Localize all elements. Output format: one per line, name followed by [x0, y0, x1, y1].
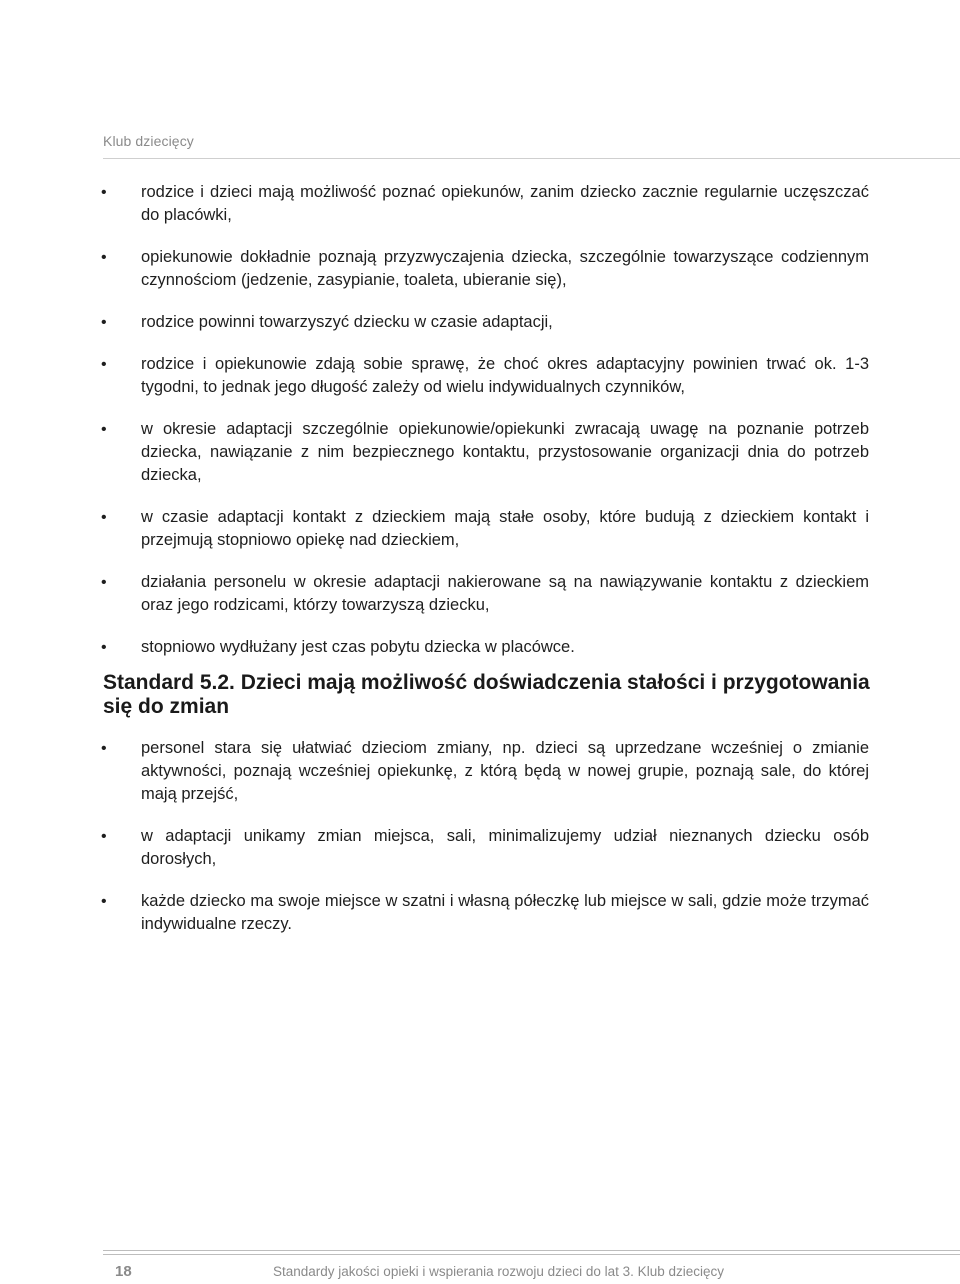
- list-item-text: w czasie adaptacji kontakt z dzieckiem mają stałe osoby, które budują z dzieckiem kontakt i przejmują stopniowo opiekę nad dzieckiem,: [141, 508, 869, 549]
- list-item-text: w okresie adaptacji szczególnie opiekunowie/opiekunki zwracają uwagę na poznanie potrzeb dziecka, nawiązanie z nim bezpiecznego kontaktu, przystosowanie organizacji dnia do potrzeb dziecka,: [141, 420, 869, 484]
- list-item-text: opiekunowie dokładnie poznają przyzwyczajenia dziecka, szczególnie towarzyszące codziennym czynnościom (jedzenie, zasypianie, toaleta, ubieranie się),: [141, 248, 869, 289]
- list-item-text: rodzice i dzieci mają możliwość poznać opiekunów, zanim dziecko zacznie regularnie uczęszczać do placówki,: [141, 183, 869, 224]
- list-item: [0, 353, 960, 399]
- section-heading: Standard 5.2. Dzieci mają możliwość doświadczenia stałości i przygotowania się do zmian: [103, 671, 870, 718]
- list-item: [0, 246, 960, 292]
- list-item: [0, 506, 960, 552]
- list-item-text: rodzice i opiekunowie zdają sobie sprawę, że choć okres adaptacyjny powinien trwać ok. 1-3 tygodni, to jednak jego długość zależy od wielu indywidualnych czynników,: [141, 355, 869, 396]
- bullet-icon: •: [101, 314, 107, 331]
- bullet-icon: •: [101, 356, 107, 373]
- bullet-icon: •: [101, 828, 107, 845]
- list-item-text: działania personelu w okresie adaptacji nakierowane są na nawiązywanie kontaktu z dzieckiem oraz jego rodzicami, którzy towarzyszą dziecku,: [141, 573, 869, 614]
- bullet-icon: •: [101, 421, 107, 438]
- list-item: [0, 737, 960, 806]
- footer-divider: [103, 1254, 960, 1255]
- list-item: [0, 181, 960, 227]
- list-item-text: stopniowo wydłużany jest czas pobytu dziecka w placówce.: [141, 638, 575, 656]
- bullet-icon: •: [101, 249, 107, 266]
- bullet-icon: •: [101, 184, 107, 201]
- standard-list: [0, 737, 960, 955]
- footer-divider: [103, 1250, 960, 1251]
- bullet-icon: •: [101, 893, 107, 910]
- list-item-text: rodzice powinni towarzyszyć dziecku w czasie adaptacji,: [141, 313, 553, 331]
- bullet-icon: •: [101, 574, 107, 591]
- page-number: 18: [115, 1263, 132, 1280]
- bullet-icon: •: [101, 639, 107, 656]
- header-divider: [103, 158, 960, 159]
- list-item-text: w adaptacji unikamy zmian miejsca, sali, minimalizujemy udział nieznanych dziecku osób dorosłych,: [141, 827, 869, 868]
- list-item: [0, 311, 960, 334]
- list-item: [0, 418, 960, 487]
- footer-publication-title: Standardy jakości opieki i wspierania rozwoju dzieci do lat 3. Klub dziecięcy: [273, 1264, 724, 1279]
- list-item: [0, 825, 960, 871]
- list-item: [0, 571, 960, 617]
- bullet-icon: •: [101, 509, 107, 526]
- list-item: [0, 890, 960, 936]
- list-item-text: każde dziecko ma swoje miejsce w szatni i własną półeczkę lub miejsce w sali, gdzie może trzymać indywidualne rzeczy.: [141, 892, 869, 933]
- running-header: Klub dziecięcy: [103, 133, 194, 149]
- bullet-icon: •: [101, 740, 107, 757]
- adaptation-list: [0, 181, 960, 678]
- list-item: [0, 636, 960, 659]
- list-item-text: personel stara się ułatwiać dzieciom zmiany, np. dzieci są uprzedzane wcześniej o zmianie aktywności, poznają wcześniej opiekunkę, z którą będą w nowej grupie, poznają sale, do której mają przejść,: [141, 739, 869, 803]
